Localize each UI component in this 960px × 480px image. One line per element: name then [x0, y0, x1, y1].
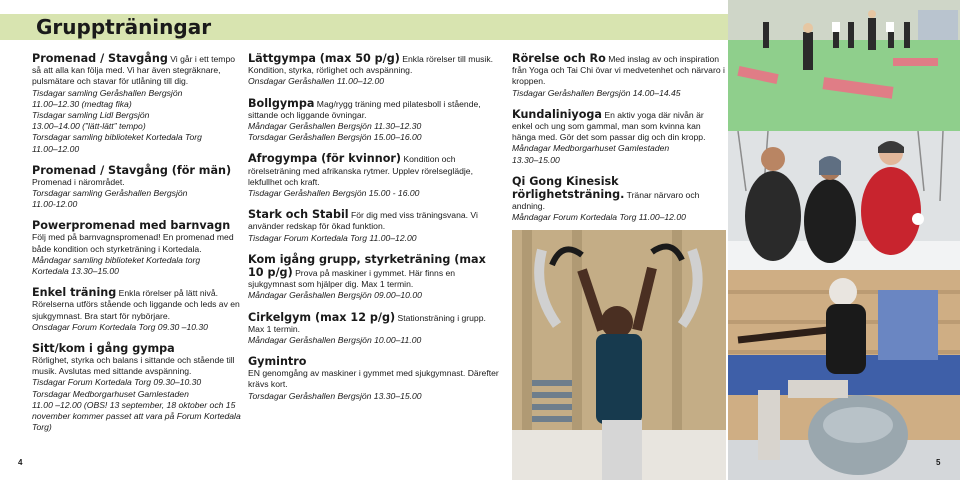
activity-block — [248, 52, 500, 88]
activity-line: Måndagar Forum Kortedala Torg 11.00–12.00 — [512, 212, 686, 223]
page-number-left: 4 — [18, 458, 23, 467]
activity-block — [248, 208, 500, 244]
activity-line: Måndagar samling biblioteket Kortedala torg — [32, 254, 201, 265]
activity-lead: Med inslag av och inspiration från Yoga och Tai Chi övar vi medvetenhet och närvaro i kroppen. — [512, 54, 725, 87]
activity-title: Kom igång grupp, styrketräning (max 10 p/g) — [248, 252, 486, 280]
activity-title: Bollgympa — [248, 96, 315, 110]
activity-title: Powerpromenad med barnvagn — [32, 219, 231, 233]
photo-winter-walk — [728, 131, 960, 270]
activity-line: Rörelserna utförs stående och liggande och leds av en sjukgymnast. Bra start för nybörjare. — [32, 299, 240, 321]
activity-block — [512, 108, 726, 166]
activity-block — [248, 311, 500, 347]
activity-line: Torsdagar Geråshallen Bergsjön 15.00–16.00 — [248, 132, 422, 143]
activity-block — [248, 152, 500, 199]
activity-line: Onsdagar Forum Kortedala Torg 09.30 –10.30 — [32, 321, 208, 332]
column-left — [32, 52, 242, 442]
activity-lead: Kondition och rörelseträning med afrikanska rytmer. Upplev rörelseglädje, lekfullhet och kraft. — [248, 154, 473, 187]
page-number-right: 5 — [936, 458, 941, 467]
activity-line: Tisdagar Geråshallen Bergsjön 14.00–14.45 — [512, 87, 681, 98]
activity-lead: Vi går i ett tempo så att alla kan följa med. Vi har även stegräknare, pulsmätare och stavar för utlåning till dig. — [32, 54, 236, 87]
activity-block — [32, 286, 242, 333]
activity-title: Rörelse och Ro — [512, 52, 606, 65]
activity-line: 13.30–15.00 — [512, 154, 560, 165]
activity-line: Måndagar Geråshallen Bergsjön 10.00–11.00 — [248, 335, 422, 346]
activity-line: Måndagar Geråshallen Bergsjön 09.00–10.00 — [248, 290, 422, 301]
activity-line: 11.00–12.00 — [32, 143, 80, 154]
activity-line: Måndagar Geråshallen Bergsjön 11.30–12.30 — [248, 121, 422, 132]
activity-block — [248, 253, 500, 302]
activity-lead: Prova på maskiner i gymmet. Här finns en sjukgymnast som hjälper dig. Max 1 termin. — [248, 268, 456, 290]
activity-line: Torsdagar Medborgarhuset Gamlestaden — [32, 388, 189, 399]
activity-line: EN genomgång av maskiner i gymmet med sjukgymnast. Därefter krävs kort. — [248, 368, 499, 390]
activity-line: 13.00–14.00 (”lätt-lätt” tempo) — [32, 121, 146, 132]
activity-block — [32, 164, 242, 211]
activity-title: Afrogympa (för kvinnor) — [248, 152, 402, 166]
activity-line: Följ med på barnvagnspromenad! En promenad med både kondition och styrketräning i Kortedala. — [32, 232, 234, 254]
activity-line: Tisdagar samling Geråshallen Bergsjön — [32, 87, 183, 98]
activity-line: Tisdagar Geråshallen Bergsjön 15.00 - 16.00 — [248, 188, 420, 199]
activity-block — [248, 355, 500, 402]
activity-title: Kundaliniyoga — [512, 107, 602, 121]
activity-line: Rörlighet, styrka och balans i sittande och stående till musik. Avslutas med sittande avspänning. — [32, 355, 235, 377]
activity-line: Promenad i närområdet. — [32, 176, 125, 187]
activity-title: Promenad / Stavgång (för män) — [32, 163, 232, 177]
activity-block — [248, 97, 500, 144]
activity-title: Enkel träning — [32, 286, 117, 300]
activity-title: Promenad / Stavgång — [32, 52, 168, 65]
activity-lead: Tränar närvaro och andning. — [512, 190, 700, 212]
column-middle — [248, 52, 500, 411]
activity-line: Torsdagar Geråshallen Bergsjön 13.30–15.00 — [248, 390, 422, 401]
activity-title: Qi Gong Kinesisk rörlighetsträning. — [512, 174, 625, 202]
activity-lead: Stationsträning i grupp. Max 1 termin. — [248, 312, 486, 334]
activity-lead: En aktiv yoga där nivån är enkel och ung som gammal, man som kvinna kan hänga med. Gör det som passar dig och din kropp. — [512, 109, 706, 143]
activity-line: Tisdagar samling Lidl Bergsjön — [32, 110, 150, 121]
page-title: Gruppträningar — [36, 15, 212, 39]
activity-line: Måndagar Medborgarhuset Gamlestaden — [512, 143, 670, 154]
photo-ball-exercise — [728, 270, 960, 480]
activity-line: Torsdagar samling Geråshallen Bergsjön — [32, 188, 188, 199]
activity-lead: Enkla rörelser till musik. Kondition, styrka, rörlighet och avspänning. — [248, 54, 494, 76]
activity-lead: För dig med viss träningsvana. Vi använder redskap för ökad funktion. — [248, 210, 478, 232]
activity-block — [512, 175, 726, 224]
column-right — [512, 52, 726, 233]
activity-line: 11.00 –12.00 (OBS! 13 september, 18 oktober och 15 november kommer passet att vara på Forum Kortedala Torg) — [32, 399, 241, 433]
activity-line: 11.00-12.00 — [32, 199, 78, 210]
activity-title: Stark och Stabil — [248, 208, 349, 222]
activity-lead: Enkla rörelser på lätt nivå. — [116, 288, 219, 299]
activity-line: Tisdagar Forum Kortedala Torg 09.30–10.30 — [32, 377, 202, 388]
activity-block — [32, 52, 242, 155]
activity-line: Kortedala 13.30–15.00 — [32, 266, 119, 277]
activity-line: Tisdagar Forum Kortedala Torg 11.00–12.00 — [248, 232, 417, 243]
activity-line: 11.00–12.30 (medtag fika) — [32, 98, 132, 109]
activity-title: Cirkelgym (max 12 p/g) — [248, 310, 396, 324]
activity-block — [32, 219, 242, 277]
photo-gym-machine — [512, 230, 726, 480]
photo-gym-hall — [728, 0, 960, 131]
activity-line: Torsdagar samling biblioteket Kortedala Torg — [32, 132, 202, 143]
activity-title: Lättgympa (max 50 p/g) — [248, 52, 400, 65]
activity-title: Gymintro — [248, 355, 307, 369]
activity-line: Onsdagar Geråshallen 11.00–12.00 — [248, 76, 385, 87]
activity-lead: Mag/rygg träning med pilatesboll i stående, sittande och liggande övningar. — [248, 98, 481, 120]
activity-title: Sitt/kom i gång gympa — [32, 342, 175, 356]
activity-block — [32, 342, 242, 433]
activity-block — [512, 52, 726, 99]
